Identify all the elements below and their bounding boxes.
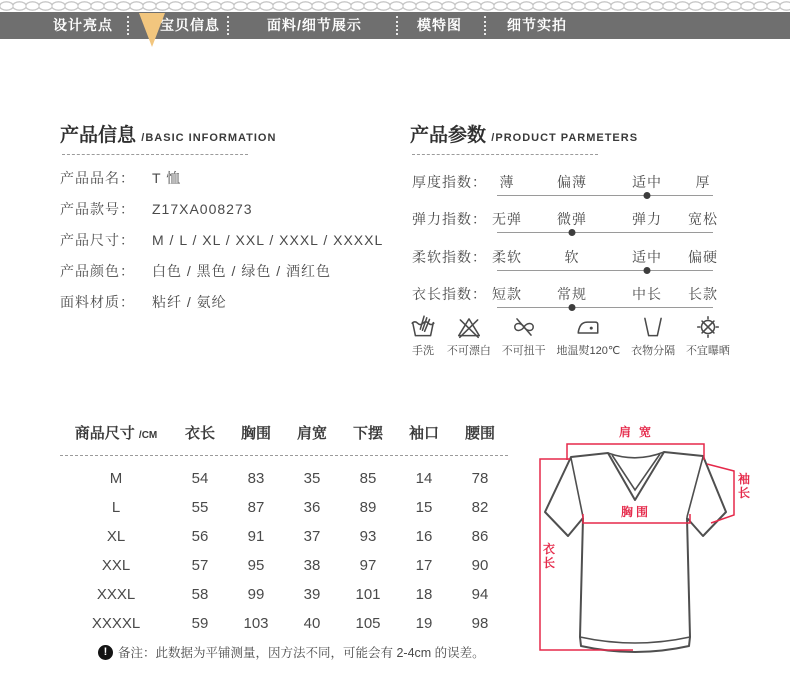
parameter-option: 适中: [632, 249, 662, 265]
size-chart-row: [60, 499, 508, 519]
measurement-cell: 14: [415, 470, 433, 487]
sleeve-length-label: 袖长: [737, 472, 750, 500]
basic-info-title: 产品信息 /BASIC INFORMATION: [60, 125, 277, 146]
parameter-row: [0, 172, 790, 206]
field-label: 产品款号：: [60, 201, 135, 217]
scale-marker-dot: [644, 267, 651, 274]
measurement-cell: 97: [359, 557, 377, 574]
measurement-cell: 17: [415, 557, 433, 574]
measurement-cell: 101: [355, 586, 381, 603]
scale-line: [497, 270, 713, 271]
field-value: T 恤: [152, 170, 182, 186]
chain-border-decoration: [0, 0, 790, 12]
measurement-cell: 37: [303, 528, 321, 545]
parameter-label: 柔软指数：: [412, 249, 487, 265]
nav-divider: [227, 16, 229, 35]
measurement-cell: 19: [415, 615, 433, 632]
measurement-cell: 90: [471, 557, 489, 574]
measurement-cell: 56: [191, 528, 209, 545]
care-item: [502, 314, 546, 358]
care-label: 不宜曝晒: [685, 345, 730, 357]
care-label: 不可扭干: [501, 345, 546, 357]
size-cell: L: [111, 499, 121, 516]
active-tab-arrow-icon: [139, 13, 165, 47]
exclamation-icon: !: [98, 645, 113, 660]
parameter-option: 常规: [557, 286, 587, 302]
measurement-cell: 83: [247, 470, 265, 487]
no-wring-icon: [511, 314, 537, 340]
column-header: 下摆: [352, 425, 383, 442]
size-chart-unit: /CM: [138, 430, 158, 441]
divider: [62, 154, 248, 155]
nav-tab-fabric-details[interactable]: 面料/细节展示: [267, 17, 362, 33]
parameter-option: 软: [564, 249, 580, 265]
measurement-cell: 16: [415, 528, 433, 545]
parameter-option: 中长: [632, 286, 662, 302]
nav-tab-model-photos[interactable]: 模特图: [417, 17, 462, 33]
parameter-label: 厚度指数：: [412, 174, 487, 190]
measurement-cell: 94: [471, 586, 489, 603]
care-item: [410, 314, 436, 358]
measurement-cell: 38: [303, 557, 321, 574]
size-chart-row: [60, 586, 508, 606]
column-header: 肩宽: [296, 425, 327, 442]
parameter-label: 弹力指数：: [412, 211, 487, 227]
care-item: [686, 314, 730, 358]
divider: [60, 455, 508, 456]
measurement-cell: 18: [415, 586, 433, 603]
nav-divider: [127, 16, 129, 35]
parameter-option: 弹力: [632, 211, 662, 227]
care-label: 衣物分隔: [631, 345, 676, 357]
wash-separately-icon: [640, 314, 666, 340]
size-chart-row: [60, 528, 508, 548]
parameter-option: 偏薄: [557, 174, 587, 190]
parameter-row: [0, 247, 790, 281]
measurement-cell: 98: [471, 615, 489, 632]
field-value: Z17XA008273: [152, 201, 253, 217]
size-chart-title: 商品尺寸 /CM: [74, 425, 158, 442]
shoulder-width-label: 肩宽: [618, 425, 660, 439]
measurement-cell: 36: [303, 499, 321, 516]
scale-marker-dot: [569, 229, 576, 236]
measurement-cell: 82: [471, 499, 489, 516]
nav-divider: [484, 16, 486, 35]
measurement-cell: 86: [471, 528, 489, 545]
size-cell: M: [109, 470, 123, 487]
parameter-label: 衣长指数：: [412, 286, 487, 302]
care-item: [631, 314, 675, 358]
parameter-option: 柔软: [492, 249, 522, 265]
parameter-option: 厚: [695, 174, 711, 190]
parameter-option: 无弹: [492, 211, 522, 227]
measurement-cell: 39: [303, 586, 321, 603]
measurement-cell: 57: [191, 557, 209, 574]
parameters-title: 产品参数 /PRODUCT PARMETERS: [410, 125, 639, 146]
measurement-cell: 91: [247, 528, 265, 545]
field-label: 产品尺寸：: [60, 232, 135, 248]
measurement-cell: 40: [303, 615, 321, 632]
measurement-cell: 103: [243, 615, 269, 632]
size-chart-row: [60, 470, 508, 490]
parameter-option: 薄: [499, 174, 515, 190]
field-label: 面料材质：: [60, 294, 135, 310]
nav-tab-design-highlights[interactable]: 设计亮点: [53, 17, 113, 33]
column-header: 腰围: [464, 425, 495, 442]
size-chart-header-row: [60, 422, 508, 442]
measurement-cell: 55: [191, 499, 209, 516]
low-iron-icon: [575, 314, 601, 340]
section-nav-bar: [0, 12, 790, 39]
measurement-cell: 93: [359, 528, 377, 545]
size-cell: XXXXL: [91, 615, 141, 632]
field-label: 产品颜色：: [60, 263, 135, 279]
care-instruction-row: [410, 314, 730, 358]
measurement-cell: 85: [359, 470, 377, 487]
parameter-option: 微弹: [557, 211, 587, 227]
care-label: 手洗: [412, 345, 434, 357]
measurement-cell: 58: [191, 586, 209, 603]
no-sun-exposure-icon: [695, 314, 721, 340]
parameter-option: 宽松: [688, 211, 718, 227]
measurement-cell: 59: [191, 615, 209, 632]
column-header: 胸围: [240, 425, 271, 442]
column-header: 袖口: [408, 425, 439, 442]
size-chart-row: [60, 557, 508, 577]
size-cell: XL: [106, 528, 126, 545]
hand-wash-icon: [410, 314, 436, 340]
size-cell: XXXL: [96, 586, 136, 603]
field-value: 白色 / 黑色 / 绿色 / 酒红色: [152, 263, 332, 279]
nav-tab-detail-shots[interactable]: 细节实拍: [507, 17, 567, 33]
measurement-cell: 54: [191, 470, 209, 487]
field-value: 粘纤 / 氨纶: [152, 294, 227, 310]
column-header: 衣长: [184, 425, 215, 442]
no-bleach-icon: [456, 314, 482, 340]
measurement-cell: 95: [247, 557, 265, 574]
measurement-cell: 105: [355, 615, 381, 632]
care-item: [447, 314, 491, 358]
measurement-cell: 35: [303, 470, 321, 487]
scale-line: [497, 307, 713, 308]
parameter-row: [0, 284, 790, 318]
tshirt-outline-drawing: [530, 420, 790, 678]
measurement-cell: 87: [247, 499, 265, 516]
parameter-option: 短款: [492, 286, 522, 302]
measurement-cell: 78: [471, 470, 489, 487]
care-label: 地温熨120℃: [556, 345, 621, 357]
measurement-cell: 15: [415, 499, 433, 516]
care-label: 不可漂白: [446, 345, 491, 357]
garment-length-label: 衣长: [542, 542, 555, 570]
care-item: [557, 314, 621, 358]
chest-label: 胸围: [620, 505, 652, 519]
scale-line: [497, 195, 713, 196]
tshirt-measurement-diagram: [530, 420, 790, 678]
divider: [412, 154, 598, 155]
scale-marker-dot: [644, 192, 651, 199]
parameter-option: 适中: [632, 174, 662, 190]
field-label: 产品品名：: [60, 170, 135, 186]
parameter-option: 长款: [688, 286, 718, 302]
parameter-row: [0, 209, 790, 243]
nav-tab-item-info[interactable]: 宝贝信息: [160, 17, 220, 33]
size-cell: XXL: [101, 557, 131, 574]
size-chart-row: [60, 615, 508, 635]
parameters-subtitle: /PRODUCT PARMETERS: [491, 132, 639, 144]
basic-info-subtitle: /BASIC INFORMATION: [141, 132, 277, 144]
nav-divider: [396, 16, 398, 35]
parameter-option: 偏硬: [688, 249, 718, 265]
scale-line: [497, 232, 713, 233]
measurement-cell: 89: [359, 499, 377, 516]
size-chart-note: ! 备注：此数据为平铺测量，因方法不同，可能会有 2-4cm 的误差。: [98, 643, 485, 661]
measurement-cell: 99: [247, 586, 265, 603]
field-value: M / L / XL / XXL / XXXL / XXXXL: [152, 232, 384, 248]
scale-marker-dot: [569, 304, 576, 311]
